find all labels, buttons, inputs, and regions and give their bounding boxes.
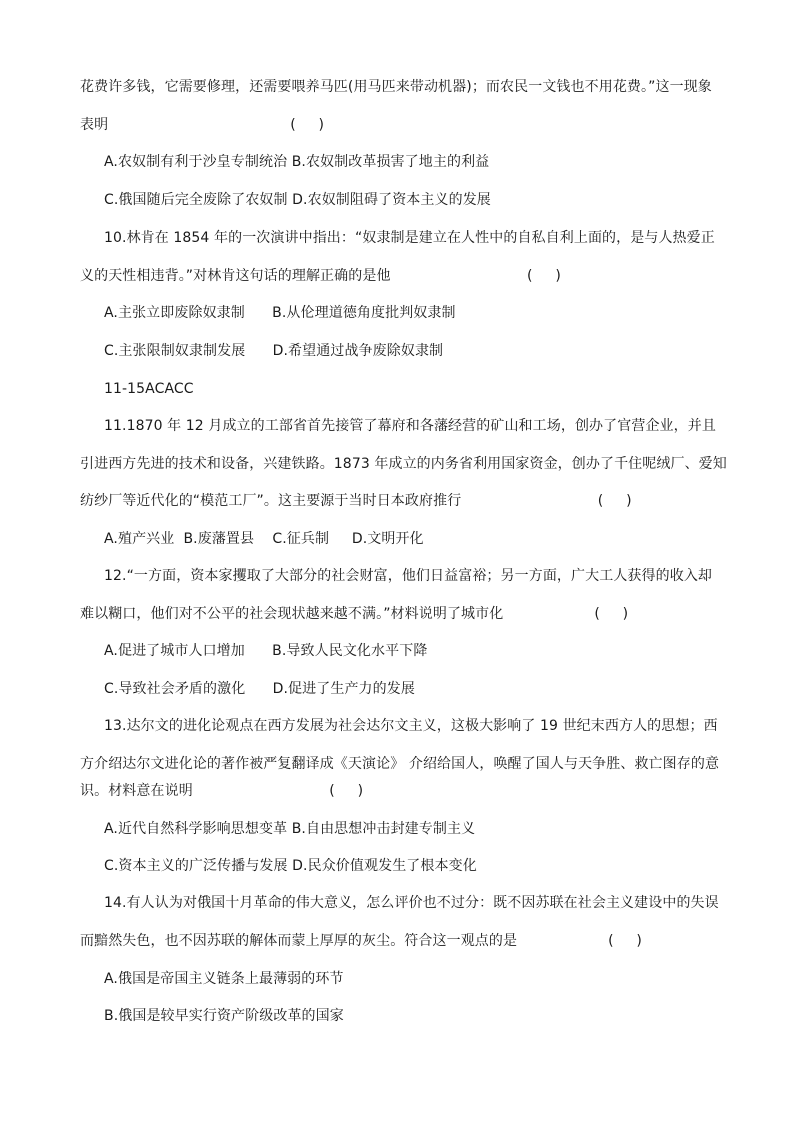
option-line: B.俄国是较早实行资产阶级改革的国家	[104, 1008, 344, 1024]
question-14-line-2: 而黯然失色，也不因苏联的解体而蒙上厚厚的灰尘。符合这一观点的是 ( )	[80, 933, 642, 949]
question-13-line-1: 13.达尔文的进化论观点在西方发展为社会达尔文主义，这极大影响了 19 世纪末西方人的思想；西	[104, 718, 718, 734]
option-line: A.促进了城市人口增加 B.导致人民文化水平下降	[104, 643, 428, 659]
text-line-continuation: 花费许多钱，它需要修理，还需要喂养马匹(用马匹来带动机器)；而农民一文钱也不用花费。”这一现象	[80, 79, 712, 95]
option-line: C.主张限制奴隶制发展 D.希望通过战争废除奴隶制	[104, 343, 444, 359]
option-line: A.俄国是帝国主义链条上最薄弱的环节	[104, 971, 344, 987]
question-14-line-1: 14.有人认为对俄国十月革命的伟大意义，怎么评价也不过分：既不因苏联在社会主义建设中的失误	[104, 895, 719, 911]
question-11-line-1: 11.1870 年 12 月成立的工部省首先接管了幕府和各藩经营的矿山和工场，创办了官营企业，并且	[104, 418, 716, 434]
question-11-line-2: 引进西方先进的技术和设备，兴建铁路。1873 年成立的内务省利用国家资金，创办了千住呢绒厂、爱知	[80, 456, 727, 472]
question-10-line-2: 义的天性相违背。”对林肯这句话的理解正确的是他 ( )	[80, 268, 561, 284]
option-line: C.导致社会矛盾的激化 D.促进了生产力的发展	[104, 681, 415, 697]
question-12-line-2: 难以糊口，他们对不公平的社会现状越来越不满。”材料说明了城市化 ( )	[80, 606, 629, 622]
question-11-line-3: 纺纱厂等近代化的“模范工厂”。这主要源于当时日本政府推行 ( )	[80, 493, 632, 509]
option-line: C.俄国随后完全废除了农奴制 D.农奴制阻碍了资本主义的发展	[104, 192, 491, 208]
question-13-line-2: 方介绍达尔文进化论的著作被严复翻译成《天演论》 介绍给国人，唤醒了国人与天争胜、救亡图存的意	[80, 756, 720, 772]
answer-key-line: 11-15ACACC	[104, 381, 194, 397]
option-line: C.资本主义的广泛传播与发展 D.民众价值观发生了根本变化	[104, 858, 477, 874]
question-12-line-1: 12.“一方面，资本家攫取了大部分的社会财富，他们日益富裕；另一方面，广大工人获得的收入却	[104, 568, 713, 584]
option-line: A.主张立即废除奴隶制 B.从伦理道德角度批判奴隶制	[104, 305, 456, 321]
option-line: A.近代自然科学影响思想变革 B.自由思想冲击封建专制主义	[104, 821, 476, 837]
option-line: A.殖产兴业 B.废藩置县 C.征兵制 D.文明开化	[104, 531, 424, 547]
text-line-question-prompt: 表明 ( )	[80, 117, 325, 133]
question-13-line-3: 识。材料意在说明 ( )	[80, 783, 364, 799]
question-10-line-1: 10.林肯在 1854 年的一次演讲中指出：“奴隶制是建立在人性中的自私自利上面的，是与人热爱正	[104, 230, 715, 246]
option-line: A.农奴制有利于沙皇专制统治 B.农奴制改革损害了地主的利益	[104, 154, 490, 170]
